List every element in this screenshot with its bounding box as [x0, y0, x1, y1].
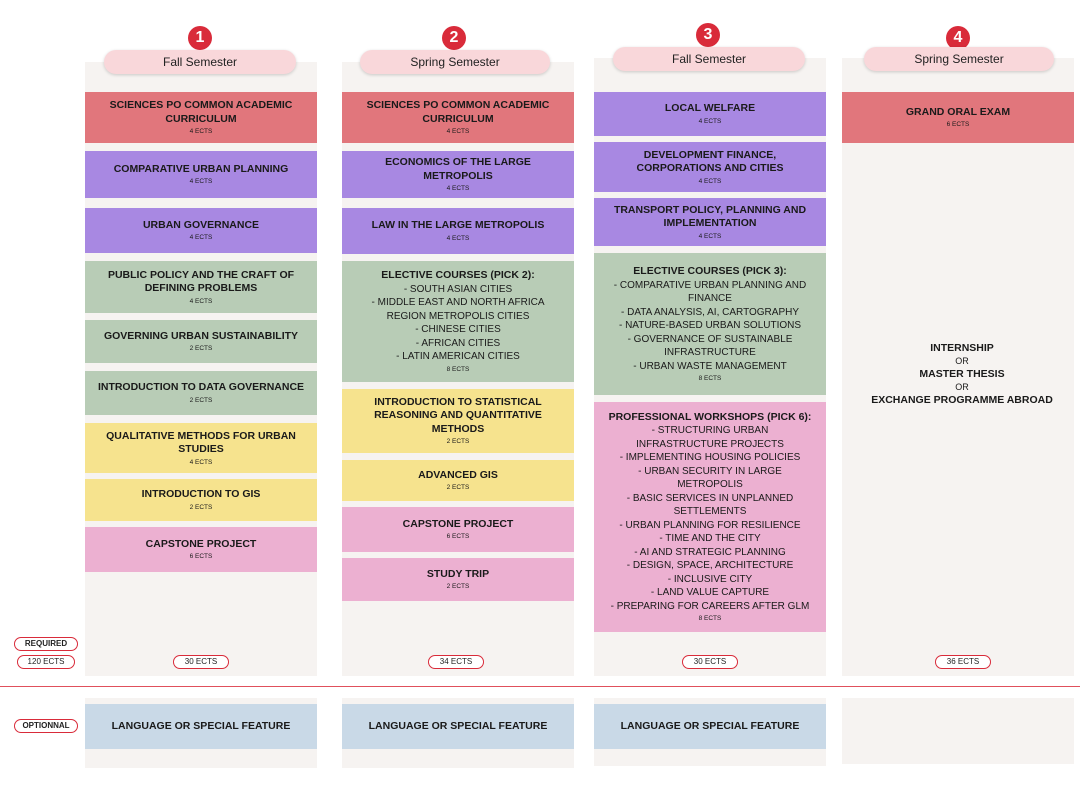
course-card: SCIENCES PO COMMON ACADEMIC CURRICULUM 4 ECTS [85, 92, 317, 143]
total-ects-2: 34 ECTS [428, 655, 484, 669]
course-card: GOVERNING URBAN SUSTAINABILITY 2 ECTS [85, 320, 317, 363]
course-card: SCIENCES PO COMMON ACADEMIC CURRICULUM 4 ECTS [342, 92, 574, 143]
course-card: LOCAL WELFARE 4 ECTS [594, 92, 826, 136]
total-ects-3: 30 ECTS [682, 655, 738, 669]
total-ects-4: 36 ECTS [935, 655, 991, 669]
optional-course-card: LANGUAGE OR SPECIAL FEATURE [342, 704, 574, 749]
course-card: INTRODUCTION TO DATA GOVERNANCE 2 ECTS [85, 371, 317, 415]
or-separator: OR [955, 356, 969, 366]
exchange-option: EXCHANGE PROGRAMME ABROAD [871, 394, 1053, 406]
course-card: ADVANCED GIS 2 ECTS [342, 460, 574, 501]
elective-course-card: ELECTIVE COURSES (PICK 2): - SOUTH ASIAN CITIES - MIDDLE EAST AND NORTH AFRICA REGION METROPOLIS CITIES - CHINESE CITIES - AFRICAN CITIES - LATIN AMERICAN CITIES 8 ECTS [342, 261, 574, 382]
course-card: INTRODUCTION TO GIS 2 ECTS [85, 479, 317, 521]
master-thesis-option: MASTER THESIS [919, 368, 1005, 380]
course-card: CAPSTONE PROJECT 6 ECTS [85, 527, 317, 572]
optional-course-card: LANGUAGE OR SPECIAL FEATURE [85, 704, 317, 749]
course-card: STUDY TRIP 2 ECTS [342, 558, 574, 601]
semester-label-2: Spring Semester [360, 50, 550, 74]
course-card: INTRODUCTION TO STATISTICAL REASONING AND QUANTITATIVE METHODS 2 ECTS [342, 389, 574, 453]
step-number-1: 1 [188, 26, 212, 50]
required-label: REQUIRED [14, 637, 78, 651]
optional-course-card: LANGUAGE OR SPECIAL FEATURE [594, 704, 826, 749]
course-card: COMPARATIVE URBAN PLANNING 4 ECTS [85, 151, 317, 198]
optional-label: OPTIONNAL [14, 719, 78, 733]
workshops-card: PROFESSIONAL WORKSHOPS (PICK 6): - STRUCTURING URBAN INFRASTRUCTURE PROJECTS - IMPLEMENTING HOUSING POLICIES - URBAN SECURITY IN LARGE METROPOLIS - BASIC SERVICES IN UNPLANNED SETTLEMENTS - URBAN PLANNING FOR RESILIENCE - TIME AND THE CITY - AI AND STRATEGIC PLANNING - DESIGN, SPACE, ARCHITECTURE - INCLUSIVE CITY - LAND VALUE CAPTURE - PREPARING FOR CAREERS AFTER GLM 8 ECTS [594, 402, 826, 632]
step-number-2: 2 [442, 26, 466, 50]
course-card: PUBLIC POLICY AND THE CRAFT OF DEFINING PROBLEMS 4 ECTS [85, 261, 317, 313]
required-total-label: 120 ECTS [17, 655, 75, 669]
internship-option: INTERNSHIP [930, 342, 994, 354]
total-ects-1: 30 ECTS [173, 655, 229, 669]
column-4-optional-background [842, 698, 1074, 764]
semester-label-3: Fall Semester [613, 47, 805, 71]
required-optional-divider [0, 686, 1080, 687]
or-separator: OR [955, 382, 969, 392]
semester-label-4: Spring Semester [864, 47, 1054, 71]
final-semester-options [842, 342, 1080, 407]
semester-label-1: Fall Semester [104, 50, 296, 74]
step-number-4: 4 [946, 26, 970, 50]
course-card: ECONOMICS OF THE LARGE METROPOLIS 4 ECTS [342, 151, 574, 198]
course-card: GRAND ORAL EXAM 6 ECTS [842, 92, 1074, 143]
course-card: DEVELOPMENT FINANCE, CORPORATIONS AND CITIES 4 ECTS [594, 142, 826, 192]
course-card: URBAN GOVERNANCE 4 ECTS [85, 208, 317, 253]
step-number-3: 3 [696, 23, 720, 47]
elective-course-card: ELECTIVE COURSES (PICK 3): - COMPARATIVE URBAN PLANNING AND FINANCE - DATA ANALYSIS, AI, CARTOGRAPHY - NATURE-BASED URBAN SOLUTIONS - GOVERNANCE OF SUSTAINABLE INFRASTRUCTURE - URBAN WASTE MANAGEMENT 8 ECTS [594, 253, 826, 395]
course-card: TRANSPORT POLICY, PLANNING AND IMPLEMENTATION 4 ECTS [594, 198, 826, 246]
course-card: LAW IN THE LARGE METROPOLIS 4 ECTS [342, 208, 574, 254]
course-card: QUALITATIVE METHODS FOR URBAN STUDIES 4 ECTS [85, 423, 317, 473]
course-card: CAPSTONE PROJECT 6 ECTS [342, 507, 574, 552]
